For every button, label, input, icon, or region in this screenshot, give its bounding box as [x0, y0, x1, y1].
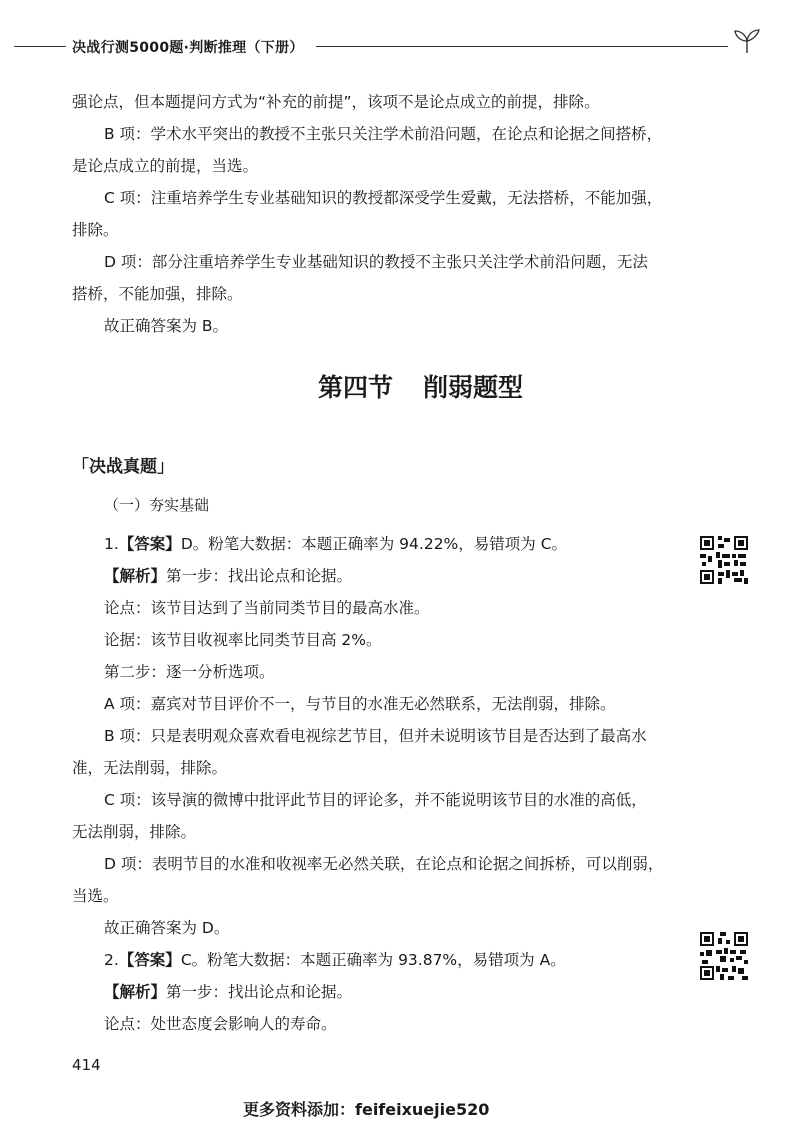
- q2-answer-line: [104, 950, 566, 970]
- q1-line: B 项：只是表明观众喜欢看电视综艺节目，但并未说明该节目是否达到了最高水: [104, 727, 647, 745]
- q1-line: 准，无法削弱，排除。: [72, 759, 228, 777]
- q2-analysis-text: 第一步：找出论点和论据。: [166, 983, 353, 1001]
- q1-line: A 项：嘉宾对节目评价不一，与节目的水准无必然联系，无法削弱，排除。: [104, 695, 616, 713]
- q1-line: 故正确答案为 D。: [104, 919, 230, 937]
- q1-line: 论点：该节目达到了当前同类节目的最高水准。: [104, 599, 430, 617]
- q1-analysis-text: 第一步：找出论点和论据。: [166, 567, 353, 585]
- q2-line: 论点：处世态度会影响人的寿命。: [104, 1015, 337, 1033]
- page-number: 414: [72, 1056, 101, 1074]
- footer-note: 更多资料添加：feifeixuejie520: [243, 1100, 490, 1119]
- paragraph-line: 强论点，但本题提问方式为“补充的前提”，该项不是论点成立的前提，排除。: [72, 93, 600, 111]
- q2-answer-text: C。粉笔大数据：本题正确率为 93.87%，易错项为 A。: [180, 951, 566, 969]
- paragraph-line: 是论点成立的前提，当选。: [72, 157, 259, 175]
- paragraph-line: C 项：注重培养学生专业基础知识的教授都深受学生爱戴，无法搭桥，不能加强，: [104, 189, 663, 207]
- qr-code-icon: [698, 534, 750, 586]
- q1-line: 当选。: [72, 887, 119, 905]
- q1-line: D 项：表明节目的水准和收视率无必然关联，在论点和论据之间拆桥，可以削弱，: [104, 855, 664, 873]
- subheading: （一）夯实基础: [104, 496, 210, 514]
- running-header-title: 决战行测5000题·判断推理（下册）: [72, 40, 304, 56]
- q1-number: 1.: [104, 535, 119, 553]
- paragraph-line: 故正确答案为 B。: [104, 317, 229, 335]
- paragraph-line: D 项：部分注重培养学生专业基础知识的教授不主张只关注学术前沿问题，无法: [104, 253, 648, 271]
- section-name: 削弱题型: [423, 373, 524, 402]
- exam-heading: 「决战真题」: [72, 457, 174, 477]
- q2-analysis-line: [104, 982, 352, 1002]
- q1-answer-line: [104, 534, 567, 554]
- q2-answer-tag: 【答案】: [118, 951, 181, 969]
- q1-line: 第二步：逐一分析选项。: [104, 663, 275, 681]
- header-rule-left: [14, 46, 66, 47]
- header-rule-right: [316, 46, 728, 47]
- q1-line: 无法削弱，排除。: [72, 823, 197, 841]
- paragraph-line: 搭桥，不能加强，排除。: [72, 285, 243, 303]
- q1-line: 论据：该节目收视率比同类节目高 2%。: [104, 631, 382, 649]
- section-title: [318, 368, 523, 404]
- q1-analysis-tag: 【解析】: [104, 567, 167, 585]
- qr-code-icon: [698, 930, 750, 982]
- q1-line: C 项：该导演的微博中批评此节目的评论多，并不能说明该节目的水准的高低，: [104, 791, 647, 809]
- paragraph-line: 排除。: [72, 221, 119, 239]
- q1-answer-text: D。粉笔大数据：本题正确率为 94.22%，易错项为 C。: [180, 535, 568, 553]
- paragraph-line: B 项：学术水平突出的教授不主张只关注学术前沿问题，在论点和论据之间搭桥，: [104, 125, 663, 143]
- sprout-icon: [730, 28, 764, 54]
- q1-answer-tag: 【答案】: [118, 535, 181, 553]
- section-number: 第四节: [318, 373, 394, 402]
- q1-analysis-line: [104, 566, 352, 586]
- q2-analysis-tag: 【解析】: [104, 983, 167, 1001]
- q2-number: 2.: [104, 951, 119, 969]
